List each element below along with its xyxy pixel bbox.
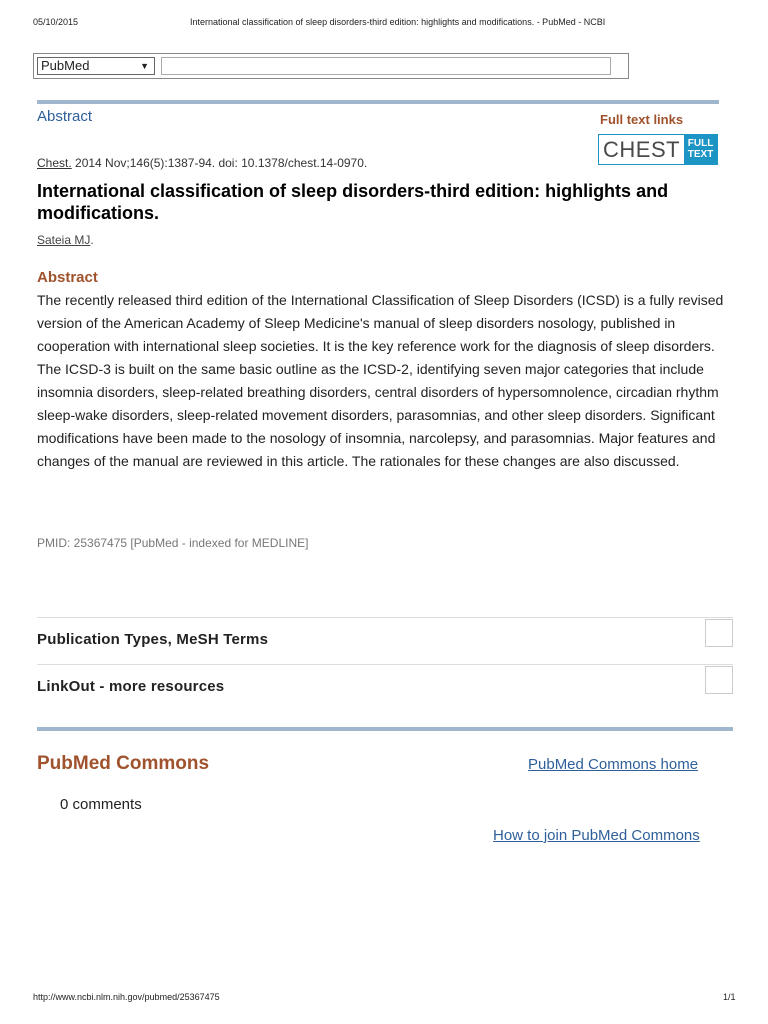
full-text-links-heading: Full text links xyxy=(600,112,684,127)
display-format-link[interactable]: Abstract xyxy=(37,108,93,125)
dropdown-arrow-icon: ▼ xyxy=(140,61,149,71)
print-date: 05/10/2015 xyxy=(33,17,79,27)
citation-details: 2014 Nov;146(5):1387-94. doi: 10.1378/chest.14-0970. xyxy=(71,156,368,170)
article-title: International classification of sleep disorders-third edition: highlights and modifications. xyxy=(37,181,669,223)
section-label: LinkOut - more resources xyxy=(37,678,225,695)
author-list xyxy=(37,233,94,247)
search-input[interactable] xyxy=(161,57,611,75)
expand-toggle-icon[interactable] xyxy=(705,619,733,647)
full-text-badge-line-2: TEXT xyxy=(687,149,714,160)
pmid-line: PMID: 25367475 [PubMed - indexed for MEDLINE] xyxy=(37,536,309,550)
author-suffix: . xyxy=(90,233,94,247)
pubmed-commons-home-link[interactable]: PubMed Commons home xyxy=(528,756,699,773)
chest-logo-word: CHEST xyxy=(603,137,681,162)
header-divider xyxy=(37,100,719,104)
abstract-text: The recently released third edition of the International Classification of Sleep Disorders (ICSD) is a fully revised version of the American Academy of Sleep Medicine's manual of sleep disorders nosology, published in cooperation with international sleep societies. It is the key reference work for the diagnosis of sleep disorders. The ICSD-3 is built on the same basic outline as the ICSD-2, identifying seven major categories that include insomnia disorders, sleep-related breathing disorders, central disorders of hypersomnolence, circadian rhythm sleep-wake disorders, sleep-related movement disorders, parasomnias, and other sleep disorders. Significant modifications have been made to the nosology of insomnia, narcolepsy, and parasomnias. Major features and changes of the manual are reviewed in this article. The rationales for these changes are also discussed. xyxy=(37,292,724,469)
comments-count: 0 comments xyxy=(60,796,142,813)
citation xyxy=(37,156,367,170)
section-publication-types[interactable] xyxy=(37,617,733,663)
section-label: Publication Types, MeSH Terms xyxy=(37,631,269,648)
full-text-badge-line-1: FULL xyxy=(687,138,714,149)
abstract-heading: Abstract xyxy=(37,269,98,286)
author-link[interactable]: Sateia MJ xyxy=(37,233,91,247)
print-url: http://www.ncbi.nlm.nih.gov/pubmed/25367475 xyxy=(33,992,220,1002)
section-linkout[interactable] xyxy=(37,664,733,710)
database-select[interactable] xyxy=(37,57,155,75)
expand-toggle-icon[interactable] xyxy=(705,666,733,694)
full-text-badge xyxy=(684,135,717,164)
journal-link[interactable]: Chest. xyxy=(37,156,72,170)
database-select-value: PubMed xyxy=(41,58,90,73)
join-pubmed-commons-link[interactable]: How to join PubMed Commons xyxy=(493,827,700,844)
pubmed-commons-heading: PubMed Commons xyxy=(37,753,210,774)
print-page-title: International classification of sleep disorders-third edition: highlights and modifications. - PubMed - NCBI xyxy=(190,17,606,27)
print-page-number: 1/1 xyxy=(723,992,736,1002)
chest-full-text-button[interactable] xyxy=(598,134,718,165)
commons-divider xyxy=(37,727,733,731)
